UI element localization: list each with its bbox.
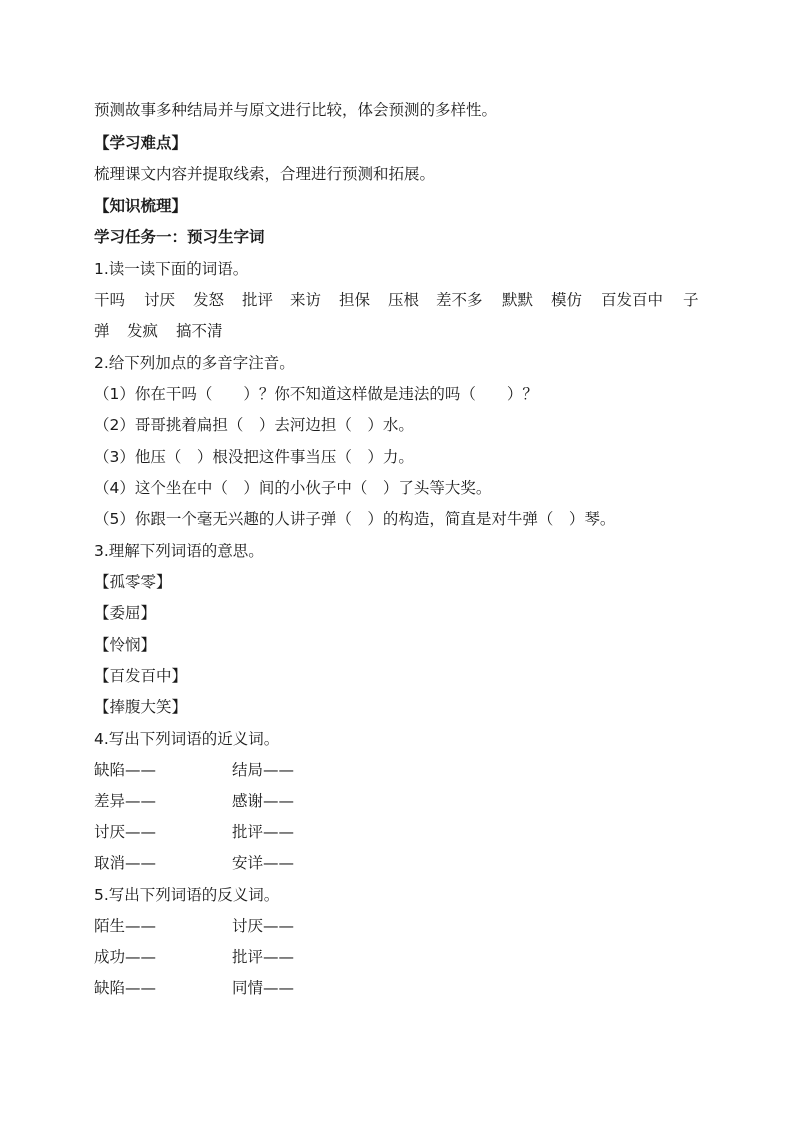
word: 批评: [242, 291, 274, 309]
word: 差不多: [436, 291, 483, 309]
q5-row-1: [94, 915, 394, 937]
word: 模仿: [551, 291, 583, 309]
intro-text: 预测故事多种结局并与原文进行比较，体会预测的多样性。: [94, 101, 498, 119]
word: 默默: [502, 291, 534, 309]
q2-item-4: （4）这个坐在中（ ）间的小伙子中（ ）了头等大奖。: [94, 479, 492, 497]
difficulty-heading: 【学习难点】: [94, 134, 188, 152]
word: 弹: [94, 322, 110, 340]
synonym-prompt: 批评——: [232, 823, 295, 841]
q2-title: 2.给下列加点的多音字注音。: [94, 354, 295, 372]
antonym-prompt: 同情——: [232, 979, 295, 997]
q4-row-4: [94, 852, 394, 874]
synonym-prompt: 结局——: [232, 761, 295, 779]
q2-item-3: （3）他压（ ）根没把这件事当压（ ）力。: [94, 448, 414, 466]
q5-row-3: [94, 977, 394, 999]
word: 发疯: [127, 322, 159, 340]
q2-item-5: （5）你跟一个毫无兴趣的人讲子弹（ ）的构造，简直是对牛弹（ ）琴。: [94, 510, 616, 528]
synonym-prompt: 讨厌——: [94, 823, 157, 841]
synonym-prompt: 差异——: [94, 792, 157, 810]
q4-title: 4.写出下列词语的近义词。: [94, 730, 280, 748]
synonym-prompt: 安详——: [232, 854, 295, 872]
word: 压根: [388, 291, 420, 309]
knowledge-heading: 【知识梳理】: [94, 197, 188, 215]
word: 讨厌: [144, 291, 176, 309]
word: 干吗: [94, 291, 126, 309]
q1-title: 1.读一读下面的词语。: [94, 260, 249, 278]
antonym-prompt: 成功——: [94, 948, 157, 966]
word: 子: [683, 291, 699, 309]
q3-title: 3.理解下列词语的意思。: [94, 542, 264, 560]
q3-term-5: 【捧腹大笑】: [94, 698, 188, 716]
antonym-prompt: 讨厌——: [232, 917, 295, 935]
q4-row-1: [94, 759, 394, 781]
q2-item-2: （2）哥哥挑着扁担（ ）去河边担（ ）水。: [94, 416, 414, 434]
q2-item-1: （1）你在干吗（ ）？你不知道这样做是违法的吗（ ）？: [94, 385, 538, 403]
antonym-prompt: 陌生——: [94, 917, 157, 935]
difficulty-text: 梳理课文内容并提取线索，合理进行预测和拓展。: [94, 165, 436, 183]
q3-term-1: 【孤零零】: [94, 573, 172, 591]
antonym-prompt: 缺陷——: [94, 979, 157, 997]
task1-heading: 学习任务一：预习生字词: [94, 228, 265, 246]
q3-term-3: 【怜悯】: [94, 636, 157, 654]
q3-term-4: 【百发百中】: [94, 667, 188, 685]
q5-title: 5.写出下列词语的反义词。: [94, 886, 280, 904]
q4-row-3: [94, 821, 394, 843]
word: 百发百中: [601, 291, 664, 309]
q4-row-2: [94, 790, 394, 812]
word: 搞不清: [176, 322, 223, 340]
word: 发怒: [193, 291, 225, 309]
synonym-prompt: 缺陷——: [94, 761, 157, 779]
word: 来访: [290, 291, 322, 309]
synonym-prompt: 感谢——: [232, 792, 295, 810]
antonym-prompt: 批评——: [232, 948, 295, 966]
synonym-prompt: 取消——: [94, 854, 157, 872]
word: 担保: [339, 291, 371, 309]
q5-row-2: [94, 946, 394, 968]
q3-term-2: 【委屈】: [94, 604, 157, 622]
